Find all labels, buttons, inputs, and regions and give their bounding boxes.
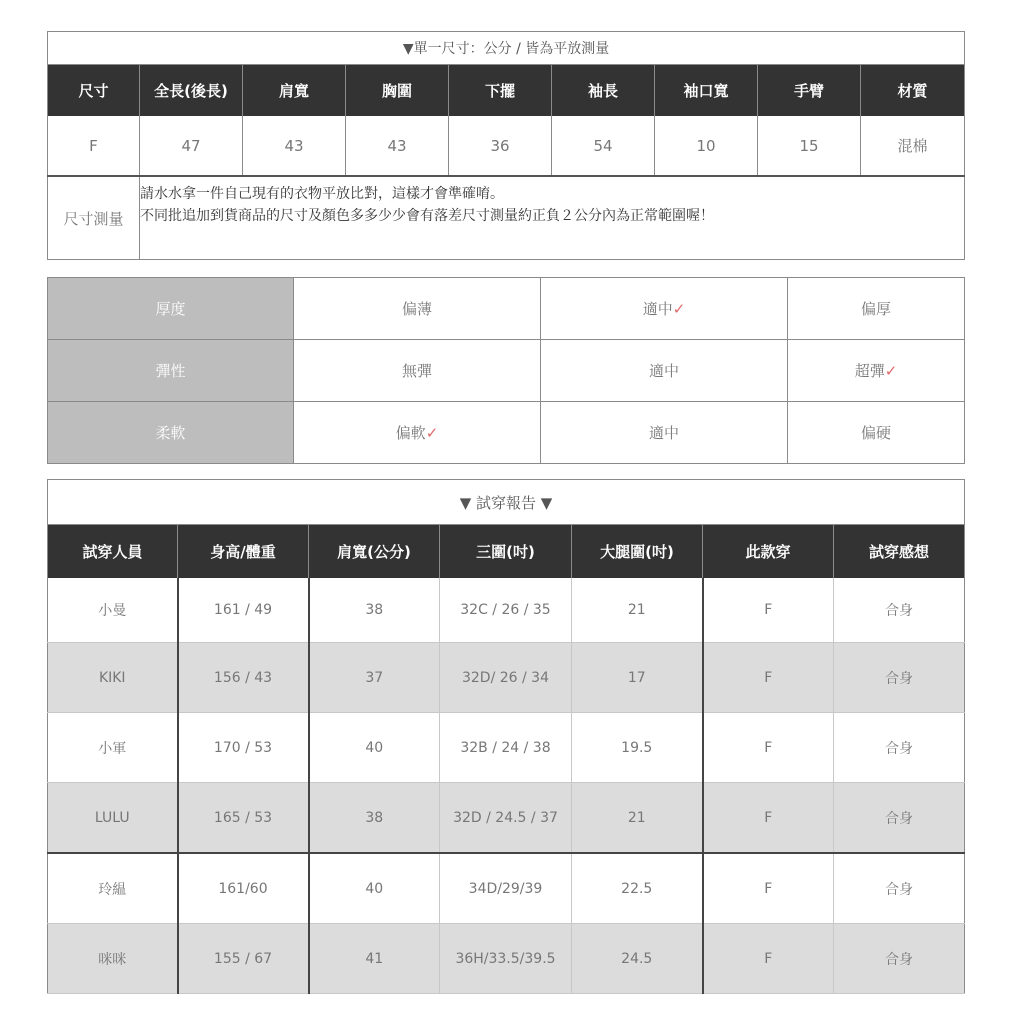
measurements-cell: 32C / 26 / 35 <box>440 578 572 643</box>
fabric-option <box>788 402 965 464</box>
height-weight-cell: 161 / 49 <box>178 578 309 643</box>
impression-cell: 合身 <box>834 924 965 994</box>
size-worn-cell: F <box>703 783 834 854</box>
material-header: 材質 <box>861 65 965 117</box>
fabric-option <box>788 340 965 402</box>
chest-header: 胸圍 <box>346 65 449 117</box>
measurement-note-text <box>140 176 965 260</box>
tester-name-cell: LULU <box>48 783 178 854</box>
shoulder-value: 43 <box>243 116 346 176</box>
table-row <box>48 713 965 783</box>
measurement-note-line-1: 請水水拿一件自己現有的衣物平放比對，這樣才會準確唷。 <box>140 186 504 202</box>
fitting-report-header-row <box>48 525 965 579</box>
size-header: 尺寸 <box>48 65 140 117</box>
fabric-option <box>541 340 788 402</box>
thigh-cell: 19.5 <box>572 713 703 783</box>
fabric-option <box>294 402 541 464</box>
material-value: 混棉 <box>861 116 965 176</box>
check-mark-icon: ✓ <box>672 300 686 318</box>
measurements-cell: 32D/ 26 / 34 <box>440 643 572 713</box>
check-mark-icon: ✓ <box>425 424 439 442</box>
height-weight-cell: 155 / 67 <box>178 924 309 994</box>
impression-cell: 合身 <box>834 643 965 713</box>
measurement-note-label: 尺寸測量 <box>48 176 140 260</box>
hem-header: 下擺 <box>449 65 552 117</box>
arm-value: 15 <box>758 116 861 176</box>
measurements-cell: 34D/29/39 <box>440 853 572 924</box>
impression-cell: 合身 <box>834 713 965 783</box>
fabric-option-label: 適中 <box>642 300 673 318</box>
fabric-attribute-label: 厚度 <box>48 278 294 340</box>
shoulder-width-cell: 41 <box>309 924 440 994</box>
thigh-cell: 17 <box>572 643 703 713</box>
table-row <box>48 643 965 713</box>
impression-cell: 合身 <box>834 853 965 924</box>
measurements-cell: 32B / 24 / 38 <box>440 713 572 783</box>
table-row <box>48 578 965 643</box>
sleeve-length-header: 袖長 <box>552 65 655 117</box>
length-header: 全長(後長) <box>140 65 243 117</box>
impression-cell: 合身 <box>834 783 965 854</box>
fabric-option <box>541 402 788 464</box>
height-weight-cell: 161/60 <box>178 853 309 924</box>
tester-name-cell: 咪咪 <box>48 924 178 994</box>
fabric-option-label: 超彈 <box>854 362 885 380</box>
measurement-note-row <box>48 176 965 260</box>
table-row <box>48 853 965 924</box>
size-chart-header-row <box>48 65 965 117</box>
tester-name-cell: 小軍 <box>48 713 178 783</box>
table-row <box>48 924 965 994</box>
tester-name-cell: 小曼 <box>48 578 178 643</box>
height-weight-cell: 165 / 53 <box>178 783 309 854</box>
impression-cell: 合身 <box>834 578 965 643</box>
impression-header: 試穿感想 <box>834 525 965 579</box>
shoulder-width-cell: 38 <box>309 578 440 643</box>
thigh-cell: 21 <box>572 578 703 643</box>
size-worn-cell: F <box>703 643 834 713</box>
fabric-option <box>788 278 965 340</box>
fabric-feel-row-elasticity <box>48 340 965 402</box>
length-value: 47 <box>140 116 243 176</box>
thigh-cell: 24.5 <box>572 924 703 994</box>
size-worn-cell: F <box>703 713 834 783</box>
fabric-option <box>294 340 541 402</box>
thigh-cell: 21 <box>572 783 703 854</box>
tester-header: 試穿人員 <box>48 525 178 579</box>
shoulder-width-cell: 38 <box>309 783 440 854</box>
measurements-header: 三圍(吋) <box>440 525 572 579</box>
thigh-header: 大腿圍(吋) <box>572 525 703 579</box>
tester-name-cell: KIKI <box>48 643 178 713</box>
measurements-cell: 32D / 24.5 / 37 <box>440 783 572 854</box>
table-row <box>48 783 965 854</box>
cuff-width-header: 袖口寬 <box>655 65 758 117</box>
fabric-option-label: 無彈 <box>401 362 432 380</box>
cuff-width-value: 10 <box>655 116 758 176</box>
size-chart-table <box>47 31 965 260</box>
hem-value: 36 <box>449 116 552 176</box>
height-weight-cell: 170 / 53 <box>178 713 309 783</box>
fabric-option-label: 偏厚 <box>860 300 891 318</box>
fabric-option-label: 偏軟 <box>395 424 426 442</box>
fabric-option-label: 適中 <box>648 362 679 380</box>
fitting-report-caption: ▼ 試穿報告 ▼ <box>48 480 965 525</box>
size-chart-caption: ▼單一尺寸：公分 / 皆為平放測量 <box>48 32 965 65</box>
fabric-attribute-label: 柔軟 <box>48 402 294 464</box>
fabric-feel-row-softness <box>48 402 965 464</box>
size-worn-cell: F <box>703 853 834 924</box>
measurements-cell: 36H/33.5/39.5 <box>440 924 572 994</box>
height-weight-cell: 156 / 43 <box>178 643 309 713</box>
size-chart-value-row <box>48 116 965 176</box>
tester-name-cell: 玲緼 <box>48 853 178 924</box>
chest-value: 43 <box>346 116 449 176</box>
measurement-note-line-2: 不同批追加到貨商品的尺寸及顏色多多少少會有落差尺寸測量約正負２公分內為正常範圍喔！ <box>140 208 714 224</box>
sleeve-length-value: 54 <box>552 116 655 176</box>
fabric-feel-row-thickness <box>48 278 965 340</box>
fabric-attribute-label: 彈性 <box>48 340 294 402</box>
shoulder-width-cell: 40 <box>309 713 440 783</box>
size-value: F <box>48 116 140 176</box>
shoulder-width-header: 肩寬(公分) <box>309 525 440 579</box>
size-worn-cell: F <box>703 578 834 643</box>
height-weight-header: 身高/體重 <box>178 525 309 579</box>
thigh-cell: 22.5 <box>572 853 703 924</box>
fabric-option <box>541 278 788 340</box>
fabric-feel-table <box>47 277 965 464</box>
shoulder-width-cell: 37 <box>309 643 440 713</box>
size-worn-cell: F <box>703 924 834 994</box>
fabric-option-label: 偏薄 <box>401 300 432 318</box>
arm-header: 手臂 <box>758 65 861 117</box>
fitting-report-table <box>47 479 965 994</box>
shoulder-width-cell: 40 <box>309 853 440 924</box>
shoulder-header: 肩寬 <box>243 65 346 117</box>
size-worn-header: 此款穿 <box>703 525 834 579</box>
fabric-option-label: 偏硬 <box>860 424 891 442</box>
fabric-option <box>294 278 541 340</box>
check-mark-icon: ✓ <box>884 362 898 380</box>
fabric-option-label: 適中 <box>648 424 679 442</box>
